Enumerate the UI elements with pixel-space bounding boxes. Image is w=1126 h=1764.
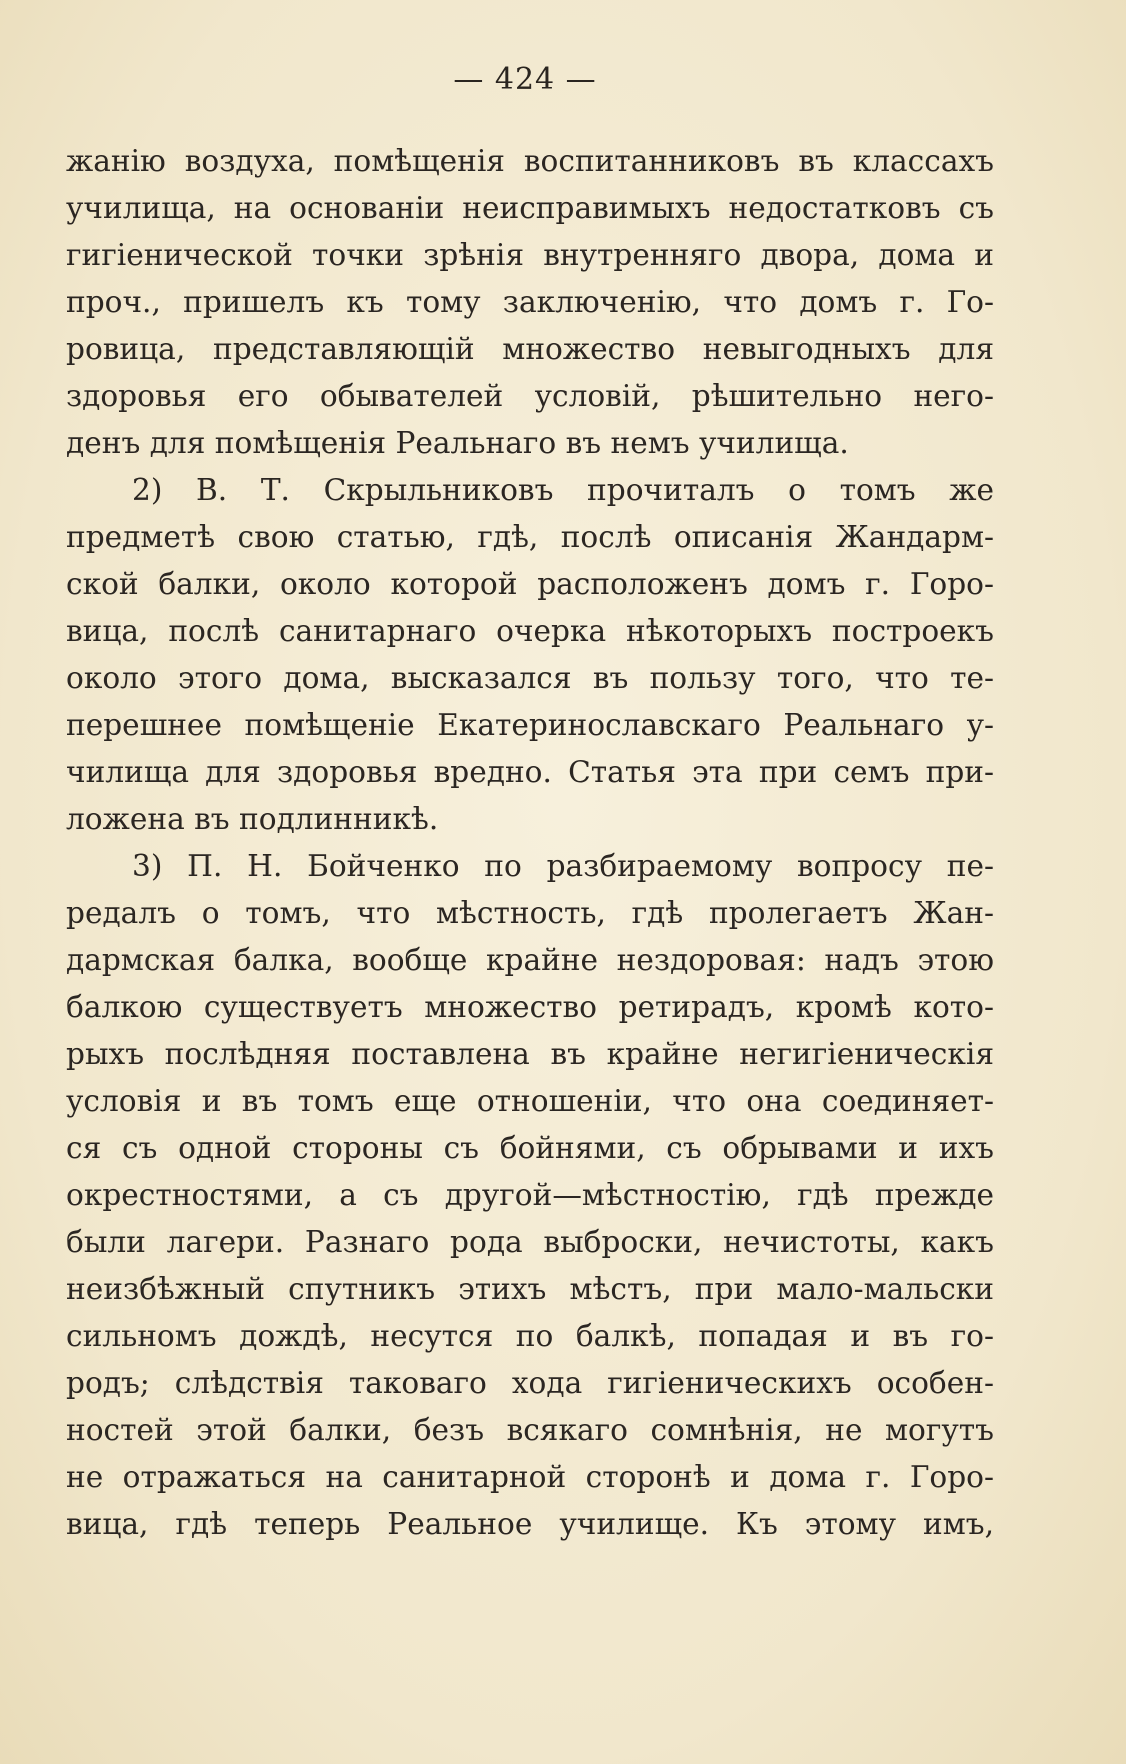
text-line: предметѣ свою статью, гдѣ, послѣ описанія Жандарм- — [66, 520, 994, 554]
text-line: 3) П. Н. Бойченко по разбираемому вопросу пе- — [132, 849, 994, 883]
text-line: гигіенической точки зрѣнія внутренняго двора, дома и — [66, 238, 994, 272]
text-line: редалъ о томъ, что мѣстность, гдѣ пролегаетъ Жан- — [66, 896, 994, 930]
text-line: денъ для помѣщенія Реальнаго въ немъ училища. — [66, 426, 849, 460]
text-line: сильномъ дождѣ, несутся по балкѣ, попадая и въ го- — [66, 1319, 994, 1353]
text-line: дармская балка, вообще крайне нездоровая: надъ этою — [66, 943, 994, 977]
text-line: вица, послѣ санитарнаго очерка нѣкоторыхъ построекъ — [66, 614, 994, 648]
text-line: были лагери. Разнаго рода выброски, нечистоты, какъ — [66, 1225, 994, 1259]
text-line: родъ; слѣдствія таковаго хода гигіеническихъ особен- — [66, 1366, 994, 1400]
text-line: 2) В. Т. Скрыльниковъ прочиталъ о томъ же — [132, 473, 994, 507]
text-line: училища, на основаніи неисправимыхъ недостатковъ съ — [66, 191, 994, 225]
text-line: окрестностями, а съ другой—мѣстностію, гдѣ прежде — [66, 1178, 994, 1212]
text-line: ложена въ подлинникѣ. — [66, 802, 439, 836]
text-line: условія и въ томъ еще отношеніи, что она соединяет- — [66, 1084, 994, 1118]
text-line: около этого дома, высказался въ пользу того, что те- — [66, 661, 994, 695]
text-line: чилища для здоровья вредно. Статья эта при семъ при- — [66, 755, 994, 789]
body-text — [66, 138, 994, 1548]
text-line: жанію воздуха, помѣщенія воспитанниковъ въ классахъ — [66, 144, 994, 178]
text-line: рыхъ послѣдняя поставлена въ крайне негигіеническія — [66, 1037, 994, 1071]
text-line: неизбѣжный спутникъ этихъ мѣстъ, при мало-мальски — [66, 1272, 994, 1306]
text-line: не отражаться на санитарной сторонѣ и дома г. Горо- — [66, 1460, 994, 1494]
text-line: ностей этой балки, безъ всякаго сомнѣнія, не могутъ — [66, 1413, 994, 1447]
text-line: ровица, представляющій множество невыгодныхъ для — [66, 332, 994, 366]
text-line: вица, гдѣ теперь Реальное училище. Къ этому имъ, — [66, 1507, 994, 1541]
text-line: ся съ одной стороны съ бойнями, съ обрывами и ихъ — [66, 1131, 994, 1165]
text-line: ской балки, около которой расположенъ домъ г. Горо- — [66, 567, 994, 601]
text-line: балкою существуетъ множество ретирадъ, кромѣ кото- — [66, 990, 994, 1024]
page-number: — 424 — — [453, 62, 597, 97]
text-line: здоровья его обывателей условій, рѣшительно него- — [66, 379, 994, 413]
text-line: перешнее помѣщеніе Екатеринославскаго Реальнаго у- — [66, 708, 994, 742]
text-line: проч., пришелъ къ тому заключенію, что домъ г. Го- — [66, 285, 994, 319]
